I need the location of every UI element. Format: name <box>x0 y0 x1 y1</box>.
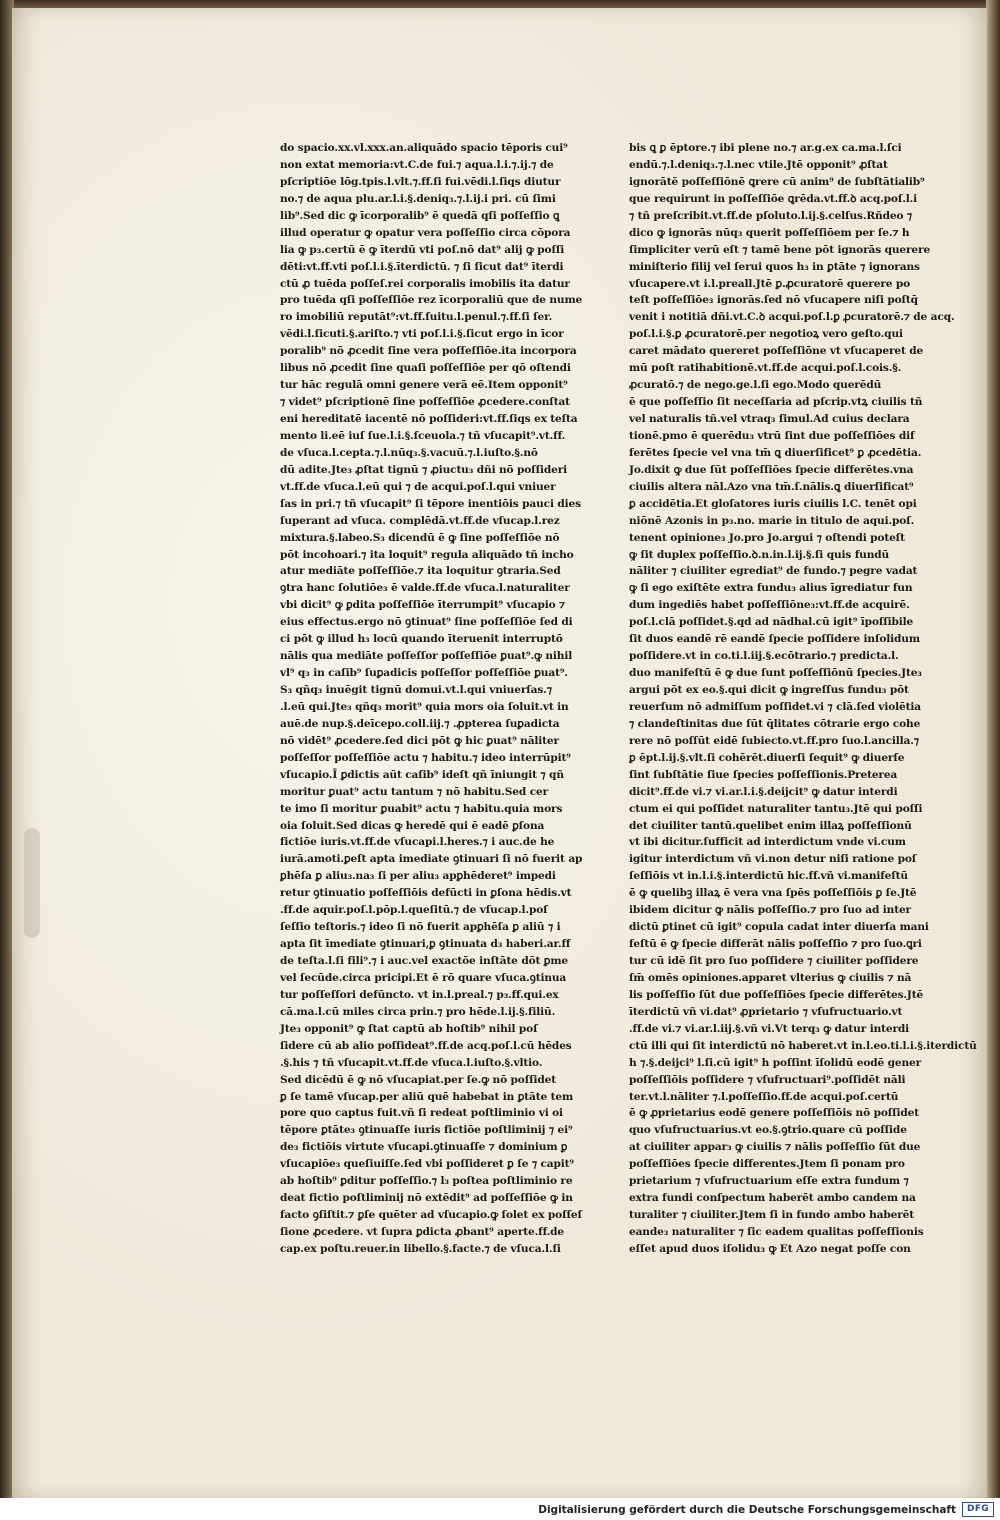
text-line: fictiōe iuris.vt.ff.de vſucapi.l.heres.⁊ i auc.de he <box>280 836 555 849</box>
text-line: turaliter ⁊ ciuiliter.Jtem ſi in fundo ambo haberēt <box>629 1209 914 1222</box>
text-line: eius effectus.ergo nō ꝯtinuat⁹ ſine poſſeſſiōe ſed di <box>280 616 573 629</box>
text-line: .ff.de aquir.poſ.l.pōp.l.queſitū.⁊ de vſucap.l.poſ <box>280 904 548 917</box>
text-line: pōt incohoari.⁊ ita loquit⁹ regula aliquādo tñ incho <box>280 548 574 561</box>
text-line: venit i notitiā dñi.vt.C.ꝺ acqui.poſ.l.ꝑ ꝓcuratorē.⁊ de acq. <box>629 311 955 324</box>
text-line: vel ſecūde.circa pricipi.Et ē rō quare vſuca.ꝯtinua <box>280 971 567 984</box>
text-line: pore quo captus fuit.vñ ſi redeat poſtliminio vi oi <box>280 1107 563 1120</box>
text-line: S₃ qñq₃ inuēgit tignū domui.vt.l.qui vniuerſas.⁊ <box>280 684 552 696</box>
text-line: feſtū ē ꝙ ſpecie differāt nālis poſſeſſio ⁊ pro ſuo.ꝗri <box>629 938 922 951</box>
text-line: ꝙ ſit duplex poſſeſſio.ꝺ.n.in.l.ij.§.ſi quis fundū <box>629 548 890 561</box>
text-line: ſuperant ad vſuca. complēdā.vt.ff.de vſucap.l.rez <box>280 514 560 527</box>
text-line: que requirunt in poſſeſſiōe ꝗrēda.vt.ff.ꝺ acq.poſ.l.i <box>629 192 918 205</box>
text-line: ē ꝙ ꝓprietarius eodē genere poſſeſſiōis nō poſſidet <box>629 1107 920 1120</box>
text-line: dēti:vt.ff.vti poſ.l.i.§.īterdictū. ⁊ ſi ſicut dat⁹ īterdi <box>280 260 564 273</box>
text-line: at ciuiliter appar₃ ꝙ ciuilis ⁊ nālis poſſeſſio ſūt due <box>629 1141 921 1154</box>
text-line: dicit⁹.ff.de vi.⁊ vi.ar.l.i.§.deijcit⁹ ꝙ datur interdi <box>629 785 898 798</box>
text-line: ro imobiliū reputāt⁹:vt.ff.ſuitu.l.penul.⁊.ff.ſi ſer. <box>280 311 553 324</box>
text-line: quo vſufructuarius.vt eo.§.ꝯtrio.quare cū poſſide <box>629 1124 907 1137</box>
text-line: ꝓcuratō.⁊ de nego.ge.l.ſi ego.Modo querēdū <box>629 379 882 392</box>
text-line: iurā.amoti.ꝑeſt apta imediate ꝯtinuari ſi nō fuerit ap <box>280 853 583 866</box>
text-line: ꝑ ſe tamē vſucap.per aliū quē habebat in ꝑtāte tem <box>280 1090 574 1103</box>
text-line: reuerſum nō admiſſum poſſidet.vi ⁊ clā.ſed violētia <box>629 700 921 713</box>
text-line: poſſidere.vt in co.ti.l.iij.§.ecōtrario.⁊ predicta.l. <box>629 650 899 663</box>
text-line: ꝑ ēpt.l.ij.§.vlt.ſi cohērēt.diuerſi ſequit⁹ ꝙ diuerſe <box>629 751 905 764</box>
text-line: Jo.dixit ꝙ due ſūt poſſeſſiōes ſpecie differētes.vna <box>629 463 914 476</box>
text-line: tur poſſeſſori defūncto. vt in.l.preal.⁊ p₃.ff.qui.ex <box>280 988 559 1001</box>
text-line: poralib⁹ nō ꝓcedit ſine vera poſſeſſiōe.ita incorpora <box>280 345 577 358</box>
text-line: lib⁹.Sed dic ꝙ īcorporalib⁹ ē quedā qſi poſſeſſio ꝗ <box>280 209 560 222</box>
text-line: mū poſt ratihabitionē.vt.ff.de acqui.poſ.l.cois.§. <box>629 362 902 375</box>
text-line: atur mediāte poſſeſſiōe.⁊ ita loquitur ꝯtraria.Sed <box>280 565 561 578</box>
text-line: de vſuca.l.cepta.⁊.l.nūq₃.§.vacuū.⁊.l.iuſto.§.nō <box>280 446 538 459</box>
text-line: ibidem dicitur ꝙ nālis poſſeſſio.⁊ pro ſuo ad inter <box>629 904 911 917</box>
text-line: ſidere cū ab alio poſſideat⁹.ff.de acq.poſ.l.cū hēdes <box>280 1039 572 1052</box>
text-line: niōnē Azonis in p₃.no. marie in titulo de aqui.poſ. <box>629 514 915 527</box>
text-line: īterdictū vñ vi.dat⁹ ꝓprietario ⁊ vſufructuario.vt <box>629 1005 903 1018</box>
text-line: dū adite.Jte₃ ꝓſtat tignū ⁊ ꝓiuctu₃ dñi nō poſſideri <box>280 463 568 476</box>
text-line: tur cū idē ſit pro ſuo poſſidere ⁊ ciuiliter poſſidere <box>629 955 919 967</box>
text-line: ꝑ accidētia.Et gloſatores iuris ciuilis l.C. tenēt opi <box>629 497 917 510</box>
text-line: ſas in pri.⁊ tñ vſucapit⁹ ſi tēpore inentiōis pauci dies <box>280 497 581 510</box>
text-line: retur ꝯtinuatio poſſeſſiōis defūcti in ꝑſona hēdis.vt <box>280 887 572 900</box>
text-line: ciuilis altera nāl.Azo vna tm̄.ſ.nālis.ꝗ diuerſificat⁹ <box>629 480 914 493</box>
text-line: libus nō ꝓcedit ſine quaſi poſſeſſiōe per qō oſtendi <box>280 362 571 375</box>
text-line: illud operatur ꝙ opatur vera poſſeſſio circa cōpora <box>280 226 571 239</box>
text-line: caret mādato quereret poſſeſſiōne vt vſucaperet de <box>629 345 924 358</box>
text-line: tur hāc regulā omni genere verā eē.Item opponit⁹ <box>280 379 568 392</box>
text-line: Jte₃ opponit⁹ ꝙ ſtat captū ab hoſtib⁹ nihil poſ <box>280 1022 538 1035</box>
text-line: nālis qua mediāte poſſeſſor poſſeſſiōe ꝑuat⁹.ꝙ nihil <box>280 650 573 663</box>
text-line: de₃ fictiōis virtute vſucapi.ꝯtinuaſſe ⁊ dominium ꝑ <box>280 1141 568 1154</box>
text-line: ignorātē poſſeſſiōnē ꝗrere cū anim⁹ de ſubſtātialib⁹ <box>629 175 925 188</box>
dfg-logo: DFG <box>962 1502 994 1517</box>
text-line: no.⁊ de aqua plu.ar.l.i.§.deniq₃.⁊.l.ij.i pri. cū ſimi <box>280 192 556 205</box>
footer-bar <box>0 1498 1000 1520</box>
text-line: poſſeſſiōis poſſidere ⁊ vſufructuari⁹.poſſidēt nāli <box>629 1073 906 1086</box>
text-line: dico ꝙ ignorās nūq₃ querit poſſeſſiōem per ſe.⁊ h <box>629 226 910 239</box>
text-line: prietarium ⁊ vſufructuarium eſſe extra fundum ⁊ <box>629 1175 909 1188</box>
text-line: vſucapere.vt i.l.preall.Jtē ꝑ.ꝓcuratorē querere po <box>629 277 911 290</box>
text-line: h ⁊.§.deijci⁹ l.ſi.cū igit⁹ h poſſint īſolidū eodē gener <box>629 1056 922 1069</box>
text-line: ⁊ clandeſtinitas due ſūt q̄litates cōtrarie ergo cohe <box>629 717 921 730</box>
text-line: igitur interdictum vñ vi.non detur niſi ratione poſ <box>629 853 917 866</box>
text-line: Sed dicēdū ē ꝙ nō vſucapiat.per ſe.ꝙ nō poſſidet <box>280 1073 556 1086</box>
text-line: bis ꝗ ꝑ ēptore.⁊ ibi plene no.⁊ ar.g.ex ca.ma.l.ſci <box>629 142 902 154</box>
text-line: de teſta.l.ſi fili⁹.⁊ i auc.vel exactōe inſtāte dōt ꝑme <box>280 955 568 967</box>
text-line: ⁊ videt⁹ pſcriptionē ſine poſſeſſiōe ꝓcedere.conſtat <box>280 396 570 409</box>
text-line: vbi dicit⁹ ꝙ ꝑdita poſſeſſiōe īterrumpit⁹ vſucapio ⁊ <box>280 599 565 612</box>
text-line: apta ſit īmediate ꝯtinuari,ꝑ ꝯtinuata d₃ haberi.ar.ff <box>280 938 571 951</box>
text-line: duo manifeſtū ē ꝙ due ſunt poſſeſſiōnū ſpecies.Jte₃ <box>629 667 922 680</box>
left-text-column <box>280 140 583 1258</box>
text-line: tionē.pmo ē querēdu₃ vtrū ſint due poſſeſſiōes dif <box>629 429 915 442</box>
text-line: nō vidēt⁹ ꝓcedere.ſed dici pōt ꝙ hic ꝑuat⁹ nāliter <box>280 734 559 747</box>
text-line: mixtura.§.labeo.S₃ dicendū ē ꝙ ſine poſſeſſiōe nō <box>280 531 560 544</box>
paper-stain <box>24 828 40 938</box>
text-line: pſcriptiōe lōg.tpis.l.vlt.⁊.ff.ſi fui.vēdi.l.ſiqs diutur <box>280 175 561 188</box>
text-line: ꝑhēſa ꝑ aliu₃.na₃ ſi per aliu₃ apꝑhēderet⁹ impedi <box>280 870 556 883</box>
book-edge-right <box>986 0 1000 1500</box>
text-line: moritur ꝑuat⁹ actu tantum ⁊ nō habitu.Sed cer <box>280 785 549 798</box>
text-line: extra fundi conſpectum haberēt ambo candem na <box>629 1192 916 1205</box>
text-line: ter.vt.l.nāliter ⁊.l.poſſeſſio.ff.de acqui.poſ.certū <box>629 1090 899 1103</box>
text-line: ē que poſſeſſio ſit neceſſaria ad pſcrip.vtꝝ ciuilis tñ <box>629 396 923 409</box>
text-line: te imo ſi moritur ꝑuabit⁹ actu ⁊ habitu.quia mors <box>280 802 563 815</box>
text-line: eſſet apud duos iſolidu₃ ꝙ Et Azo negat poſſe con <box>629 1242 911 1255</box>
text-line: pro tuēda qſi poſſeſſiōe rez īcorporaliū que de nume <box>280 294 583 307</box>
text-line: ſeſſio teſtoris.⁊ ideo ſi nō fuerit apꝑhēſa ꝑ aliū ⁊ i <box>280 921 561 934</box>
text-line: dum ingediēs habet poſſeſſiōne₃:vt.ff.de acquirē. <box>629 599 910 612</box>
text-line: teſt poſſeſſiōe₃ ignorās.ſed nō vſucapere niſi poſtq̄ <box>629 294 918 307</box>
text-line: vl⁹ q₃ in caſib⁹ ſuꝑadicis poſſeſſor poſſeſſiōe ꝑuat⁹. <box>280 667 568 680</box>
text-line: vēdi.l.ſicuti.§.ariſto.⁊ vti poſ.l.i.§.ſicut ergo in īcor <box>280 328 564 341</box>
text-line: cā.ma.l.cū miles circa prin.⁊ pro hēde.l.ij.§.filiū. <box>280 1005 556 1018</box>
text-line: poſſeſſor poſſeſſiōe actu ⁊ habitu.⁊ ideo interrūpit⁹ <box>280 751 571 764</box>
text-line: ſint ſubſtātie ſiue ſpecies poſſeſſionis.Preterea <box>629 768 898 781</box>
text-line: oia ſoluit.Sed dicas ꝙ heredē qui ē eadē ꝑſona <box>280 819 545 832</box>
text-line: deat fictio poſtliminij nō extēdit⁹ ad poſſeſſiōe ꝙ in <box>280 1192 573 1205</box>
text-line: ſeſſiōis vt in.l.i.§.interdictū hic.ff.vñ vi.manifeſtū <box>629 870 908 883</box>
text-line: poſ.l.i.§.ꝑ ꝓcuratorē.per negotioꝝ vero geſto.qui <box>629 328 903 341</box>
text-line: vel naturalis tñ.vel vtraq₃ ſimul.Ad cuius declara <box>629 413 910 425</box>
text-line: .ff.de vi.⁊ vi.ar.l.iij.§.vñ vi.Vt terq₃ ꝙ datur interdi <box>629 1022 910 1035</box>
funding-notice: Digitalisierung gefördert durch die Deutsche Forschungsgemeinschaft <box>538 1504 956 1516</box>
text-line: facto ꝯſiſtit.⁊ ꝑſe quēter ad vſucapio.ꝙ ſolet ex poſſeſ <box>280 1209 582 1222</box>
text-line: mento li.eē iuſ ſue.l.i.§.ſceuola.⁊ tñ vſucapit⁹.vt.ff. <box>280 429 566 442</box>
text-line: tenent opinione₃ Jo.pro Jo.argui ⁊ oſtendi poteſt <box>629 531 905 544</box>
text-line: det ciuiliter tantū.quelibet enim illaꝝ poſſeſſionū <box>629 819 912 832</box>
text-line: ē ꝙ quelibꝫ illaꝝ ē vera vna ſpēs poſſeſſiōis ꝑ ſe.Jtē <box>629 887 917 900</box>
text-line: poſſeſſiōes ſpecie differentes.Jtem ſi ponam pro <box>629 1158 905 1171</box>
text-line: ab hoſtib⁹ ꝑditur poſſeſſio.⁊ l₃ poſtea poſtliminio re <box>280 1175 573 1188</box>
right-text-column <box>629 140 977 1258</box>
text-line: miniſterio filij vel ſerui quos h₃ in ꝑtāte ⁊ ignorans <box>629 260 920 273</box>
text-line: ſit duos eandē rē eandē ſpecie poſſidere inſolidum <box>629 633 920 646</box>
text-line: tēpore ꝑtāte₃ ꝯtinuaſſe iuris fictiōe poſtliminij ⁊ ei⁹ <box>280 1124 573 1137</box>
text-line: argui pōt ex eo.§.qui dicit ꝙ ingreſſus fundu₃ pōt <box>629 684 909 696</box>
text-line: nāliter ⁊ ciuiliter egrediat⁹ de fundo.⁊ pegre vadat <box>629 565 918 578</box>
text-line: ſione ꝓcedere. vt ſupra ꝑdicta ꝓbant⁹ aperte.ff.de <box>280 1226 564 1238</box>
text-line: eande₃ naturaliter ⁊ ſic eadem qualitas poſſeſſionis <box>629 1226 924 1238</box>
text-line: ferētes ſpecie vel vna tm̄ ꝗ diuerſificet⁹ ꝑ ꝓcedētia. <box>629 446 922 459</box>
text-line: vt ibi dicitur.ſufficit ad interdictum vnde vi.cum <box>629 836 906 849</box>
text-line: lis poſſeſſio ſūt due poſſeſſiōes ſpecie differētes.Jtē <box>629 988 924 1001</box>
text-line: ſm̄ omēs opiniones.apparet vlterius ꝙ ciuilis ⁊ nā <box>629 971 912 984</box>
text-line: vſucapio.Ī ꝑdictis aūt caſib⁹ ideſt qñ īniungit ⁊ qñ <box>280 768 564 781</box>
text-line: dictū ꝑtinet cū igit⁹ copula cadat inter diuerſa mani <box>629 921 929 934</box>
text-line: cap.ex poſtu.reuer.in libello.§.facte.⁊ de vſuca.l.ſi <box>280 1242 561 1255</box>
text-line: lia ꝙ p₃.certū ē ꝙ īterdū vti poſ.nō dat⁹ alij ꝙ poſſi <box>280 243 565 256</box>
text-line: poſ.l.clā poſſidet.§.qd ad nādhal.cū igit⁹ īpoſſibile <box>629 616 914 629</box>
text-line: rere nō poſſūt eidē ſubiecto.vt.ff.pro ſuo.l.ancilla.⁊ <box>629 734 919 747</box>
text-line: vt.ff.de vſuca.l.eū qui ⁊ de acqui.poſ.l.qui vniuer <box>280 480 556 493</box>
text-line: ⁊ tñ preſcribit.vt.ff.de pſoluto.l.ij.§.celſus.Rñdeo ⁊ <box>629 209 912 222</box>
text-line: ci pōt ꝙ illud h₃ locū quando īteruenit interruptō <box>280 633 563 646</box>
text-line: ꝯtra hanc ſolutiōe₃ ē valde.ff.de vſuca.l.naturaliter <box>280 582 570 595</box>
text-line: .l.eū qui.Jte₃ qñq₃ morit⁹ quia mors oia ſoluit.vt in <box>280 700 569 713</box>
text-line: vſucapiōe₃ queſiuiſſe.ſed vbi poſſideret ꝑ ſe ⁊ capit⁹ <box>280 1158 574 1171</box>
text-line: ctum ei qui poſſidet naturaliter tantu₃.Jtē qui poſſi <box>629 802 923 815</box>
text-line: ctū ꝓ tuēda poſſeſ.rei corporalis imobilis ita datur <box>280 277 570 290</box>
text-line: auē.de nup.§.deīcepo.coll.iij.⁊ .ꝓpterea ſuꝑadicta <box>280 717 560 730</box>
text-line: .§.his ⁊ tñ vſucapit.vt.ff.de vſuca.l.iuſto.§.vltio. <box>280 1056 543 1069</box>
text-line: ctū illi qui ſit interdictū nō haberet.vt in.l.eo.ti.l.i.§.iterdictū <box>629 1039 977 1052</box>
text-line: ſimpliciter verū eſt ⁊ tamē bene pōt ignorās querere <box>629 243 931 256</box>
text-line: ꝙ ſi ego exiſtēte extra fundu₃ alius īgrediatur fun <box>629 582 913 595</box>
text-line: endū.⁊.l.deniq₃.⁊.l.nec vtile.Jtē opponit⁹ ꝓſtat <box>629 158 888 171</box>
text-line: non extat memoria:vt.C.de fui.⁊ aqua.l.i.⁊.ij.⁊ de <box>280 158 554 171</box>
text-line: eni hereditatē iacentē nō poſſideri:vt.ff.ſiqs ex teſta <box>280 413 578 425</box>
text-line: do spacio.xx.vl.xxx.an.aliquādo spacio tēporis cui⁹ <box>280 142 568 154</box>
